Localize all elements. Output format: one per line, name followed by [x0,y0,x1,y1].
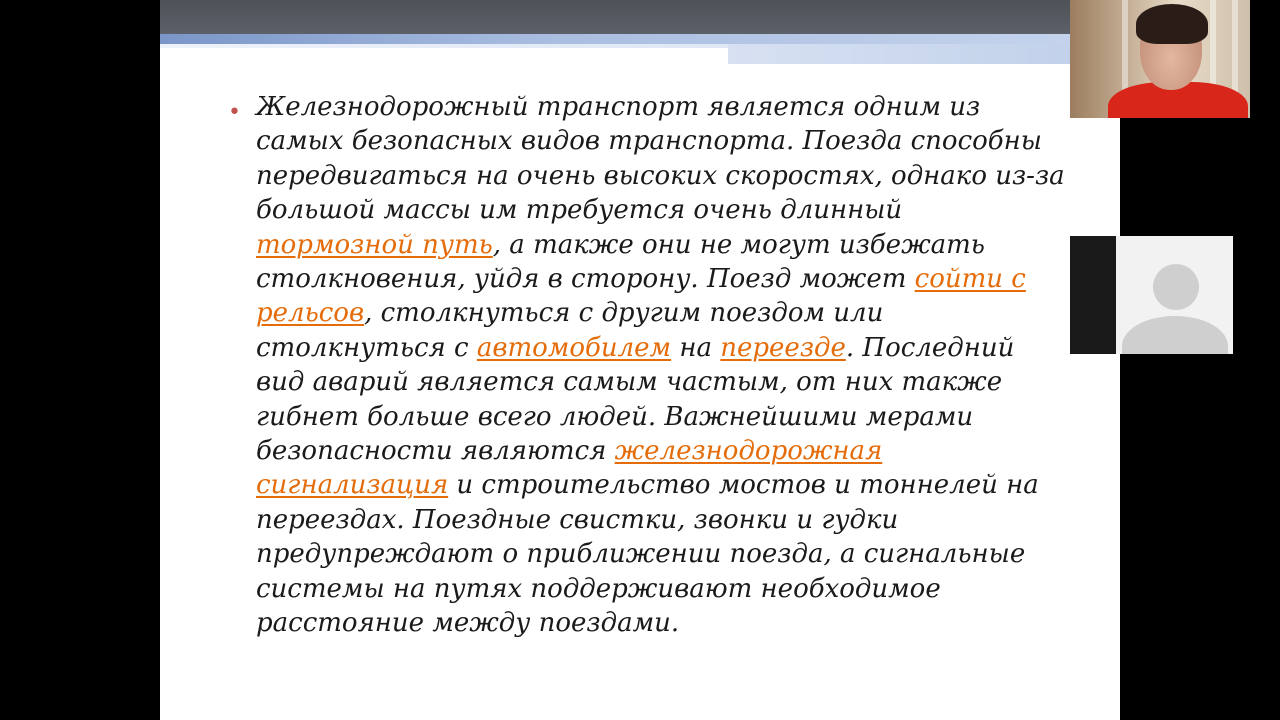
presenter-hair [1136,4,1208,44]
paragraph-link[interactable]: сойти с рельсов [256,264,1026,329]
paragraph-link[interactable]: тормозной путь [256,229,493,260]
slide-accent-stripe-right [728,44,1120,64]
paragraph-text: и строительство мостов и тоннелей на переездах. Поездные свистки, звонки и гудки предупреждают о приближении поезда, а сигнальные системы на путях поддерживают необходимое расстояние между поездами. [256,470,1039,639]
paragraph-link[interactable]: автомобилем [476,332,672,363]
paragraph-link[interactable]: железнодорожная сигнализация [256,436,883,501]
slide-header-band [160,0,1120,34]
slide-body [228,90,1068,641]
default-avatar-body [1122,316,1228,354]
presenter-video-tile[interactable] [1070,0,1250,118]
paragraph-text: Железнодорожный транспорт является одним из самых безопасных видов транспорта. Поезда способны передвигаться на очень высоких скоростях, однако из-за большой массы им требуется очень длинный [256,92,1065,226]
paragraph-text: , столкнуться с другим поездом или столкнуться с [256,298,884,363]
slide-paragraph [256,90,1068,641]
slide-accent-stripe-light [160,44,728,48]
participant-video-tile[interactable] [1070,236,1233,354]
paragraph-text: . Последний вид аварий является самым частым, от них также гибнет больше всего людей. Важнейшими мерами безопасности являются [256,332,1015,467]
paragraph-text: на [671,332,721,363]
default-avatar-icon [1153,264,1199,310]
slide-accent-stripe [160,34,1120,44]
paragraph-text: , а также они не могут избежать столкновения, уйдя в сторону. Поезд может [256,229,985,295]
presentation-slide [160,0,1120,720]
bullet-icon: • [228,100,241,125]
participant-avatar-area [1116,236,1233,354]
paragraph-link[interactable]: переезде [720,332,846,363]
bullet-item [228,90,1068,641]
